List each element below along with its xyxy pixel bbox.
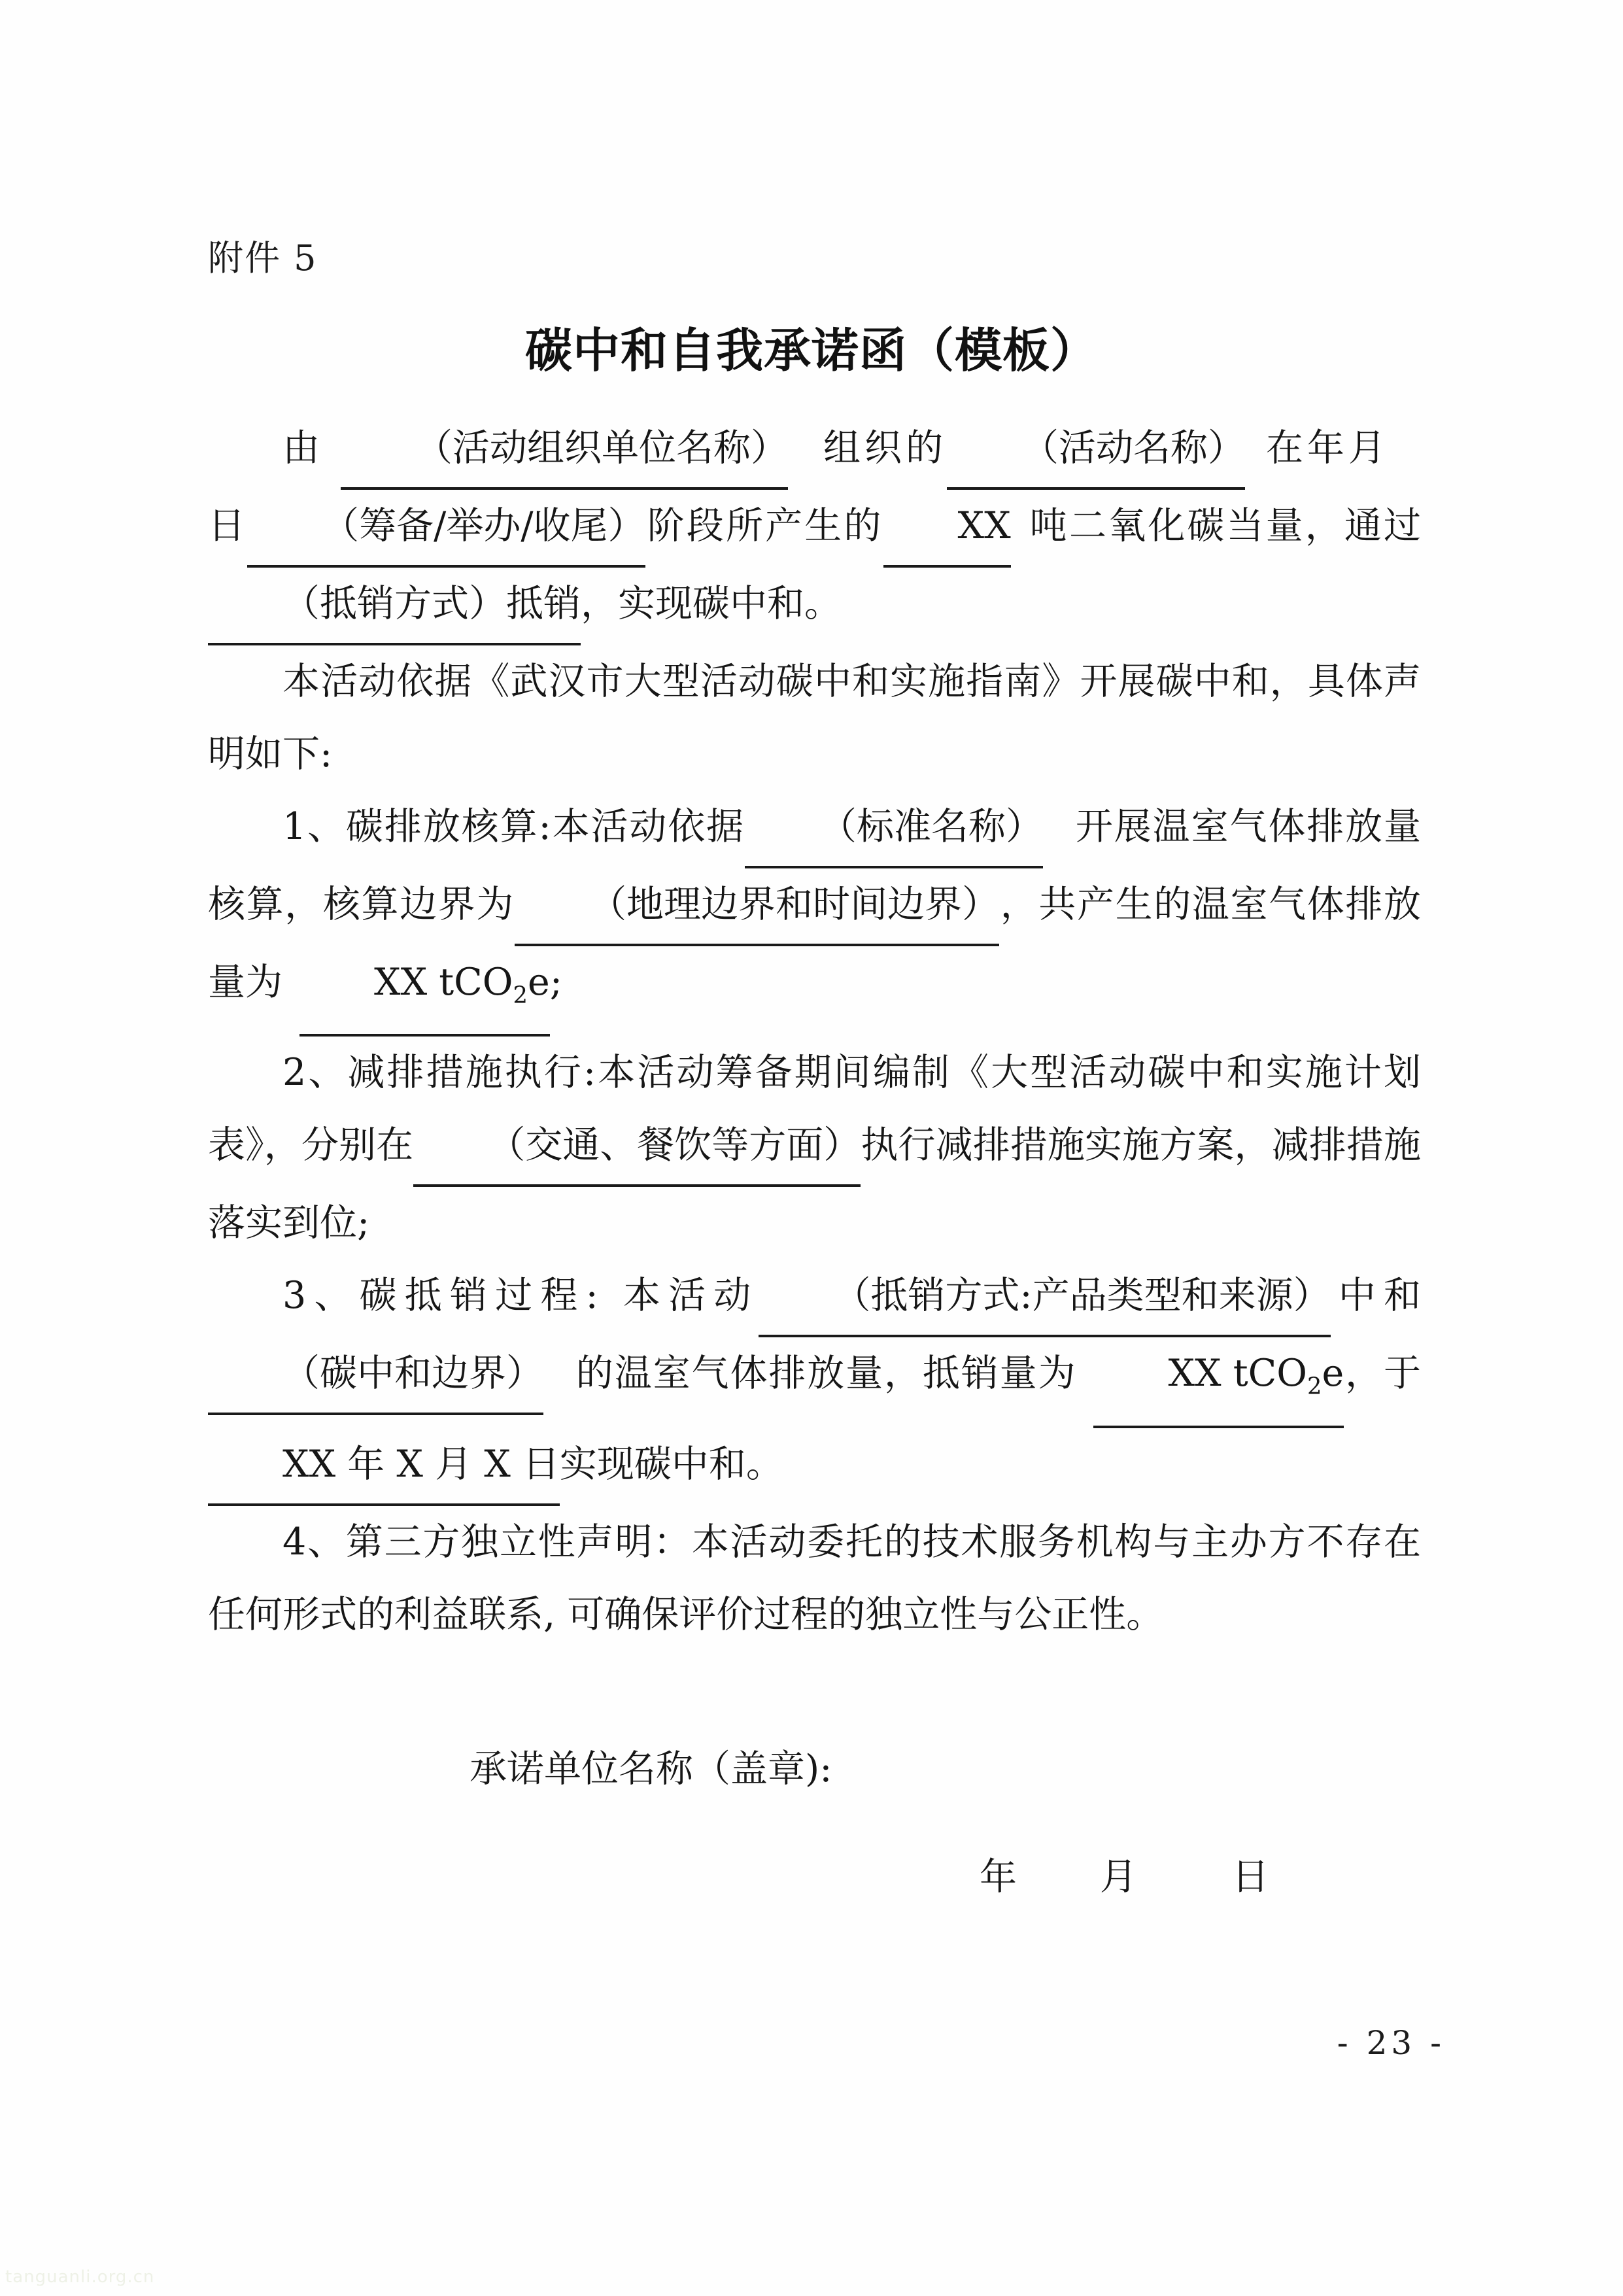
intro-text-4: 月	[1348, 426, 1390, 470]
page-number: - 23 -	[1337, 2024, 1445, 2062]
attachment-label: 附件 5	[208, 237, 318, 279]
signature-date-line: 年 月 日	[980, 1855, 1269, 1898]
blank-emission-tons[interactable]: XX	[883, 490, 1011, 568]
clause-2-text-2: 执行减排措施实施方案，减排措施落实到位;	[208, 1123, 1422, 1245]
intro-text-8: 通过	[1344, 504, 1422, 547]
clause-1-number: 1、	[282, 805, 347, 848]
blank-offset-method[interactable]: （抵销方式）抵销	[208, 568, 581, 645]
clause-3-number: 3、	[282, 1274, 360, 1318]
paragraph-intro	[208, 412, 1421, 645]
clause-1-text-1: 本活动依据	[551, 805, 745, 848]
clause-3-text-2: 中和	[1330, 1274, 1421, 1318]
blank-offset-product-source[interactable]: （抵销方式:产品类型和来源）	[759, 1259, 1330, 1337]
signature-unit-label: 承诺单位名称（盖章):	[470, 1747, 832, 1791]
blank-neutrality-boundary[interactable]: （碳中和边界）	[208, 1337, 543, 1415]
paragraph-basis	[208, 645, 1421, 791]
basis-text: 本活动依据《武汉市大型活动碳中和实施指南》开展碳中和，具体声明如下:	[208, 660, 1421, 776]
ghg-value-suffix: e	[528, 961, 550, 1004]
watermark: tanguanli.org.cn	[5, 2267, 155, 2287]
intro-text-1: 由	[282, 426, 324, 470]
clause-4-text-1: 本活动委托的技术服务机构与主办方不存在任何形式的利益联系, 可确保评价过程的独立性与公正性。	[208, 1520, 1422, 1636]
intro-text-9: ，实现碳中和。	[581, 582, 842, 625]
document-body	[208, 412, 1421, 1651]
clause-1-text-3: ，共产生的温室气体排放量为	[208, 883, 1422, 1004]
intro-text-6: 阶段所产生的	[645, 504, 883, 547]
intro-text-2: 组织的	[819, 426, 947, 470]
blank-offset-amount-value[interactable]	[1093, 1337, 1344, 1428]
clause-1	[208, 791, 1421, 1037]
clause-1-text-4: ;	[549, 961, 562, 1004]
clause-1-text-2: 开展温室气体排放量核算，核算边界为	[208, 805, 1421, 926]
intro-text-3: 在年	[1262, 426, 1348, 470]
blank-standard-name[interactable]: （标准名称）	[745, 791, 1043, 868]
clause-3	[208, 1259, 1421, 1505]
blank-organizer-name[interactable]: （活动组织单位名称）	[341, 412, 788, 490]
offset-value-suffix: e	[1322, 1352, 1344, 1396]
offset-value-subscript: 2	[1307, 1373, 1322, 1400]
clause-4-number: 4、	[282, 1520, 346, 1564]
blank-ghg-emission-value[interactable]	[299, 946, 550, 1037]
clause-3-text-1: 本活动	[615, 1274, 759, 1318]
clause-2-text-1: 本活动筹备期间编制《大型活动碳中和实施计划表》，分别在	[208, 1051, 1422, 1167]
blank-neutrality-date[interactable]: XX 年 X 月 X 日	[208, 1428, 560, 1506]
blank-phase[interactable]: （筹备/举办/收尾）	[247, 490, 645, 568]
page-title: 碳中和自我承诺函（模板）	[524, 322, 1098, 378]
ghg-value-subscript: 2	[513, 982, 528, 1009]
clause-3-text-4: ，于	[1344, 1352, 1421, 1396]
blank-accounting-boundary[interactable]: （地理边界和时间边界）	[515, 868, 999, 946]
ghg-value-prefix: XX tCO	[374, 961, 513, 1004]
intro-text-5: 日	[208, 504, 248, 547]
clause-4-heading: 第三方独立性声明：	[345, 1520, 692, 1564]
clause-3-heading: 碳抵销过程:	[359, 1274, 598, 1318]
clause-4	[208, 1506, 1421, 1651]
blank-reduction-aspects[interactable]: （交通、餐饮等方面）	[413, 1109, 861, 1187]
clause-2-number: 2、	[282, 1051, 348, 1095]
blank-activity-name[interactable]: （活动名称）	[947, 412, 1245, 490]
clause-3-text-5: 实现碳中和。	[559, 1442, 783, 1486]
clause-2-heading: 减排措施执行:	[347, 1051, 596, 1095]
clause-2	[208, 1037, 1421, 1259]
clause-1-heading: 碳排放核算:	[346, 805, 551, 848]
clause-3-text-3: 的温室气体排放量，抵销量为	[575, 1352, 1077, 1396]
offset-value-prefix: XX tCO	[1168, 1352, 1307, 1396]
signature-block	[208, 1733, 1421, 1913]
intro-text-7: 吨二氧化碳当量，	[1027, 504, 1344, 547]
